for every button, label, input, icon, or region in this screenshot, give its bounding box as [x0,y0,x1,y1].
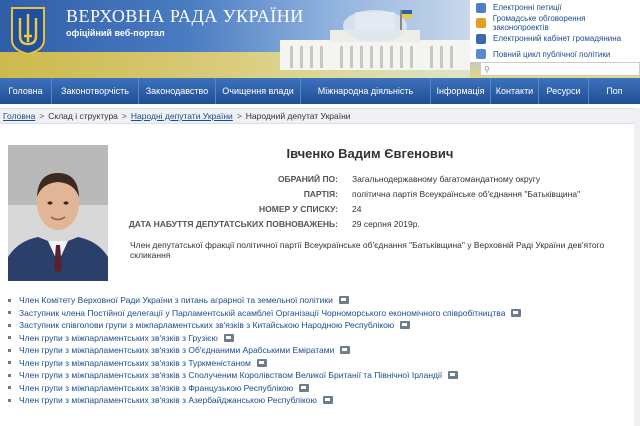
breadcrumb-home[interactable]: Головна [3,111,36,121]
breadcrumb-separator: > [121,111,127,121]
external-link-icon[interactable] [400,321,410,329]
list-item[interactable]: Член Комітету Верховної Ради України з питань аграрної та земельної політики [8,294,628,307]
info-value: Загальнодержавному багатомандатному округу [352,173,541,184]
parliament-building-image [270,6,480,74]
external-link-icon[interactable] [299,384,309,392]
list-item[interactable]: Член групи з міжпарламентських зв'язків з Азербайджанською Республікою [8,394,628,407]
info-row-party [120,186,620,201]
nav-item-lustration[interactable]: Очищення влади [216,78,301,104]
breadcrumb-separator: > [39,111,45,121]
breadcrumb-deputies[interactable]: Народні депутати України [130,111,233,121]
breadcrumb-current: Народний депутат України [245,111,351,121]
breadcrumb-separator: > [236,111,242,121]
key-icon [476,34,486,44]
bullet-icon [8,386,11,389]
quick-link-policy-cycle[interactable]: Повний цикл публічної політики [470,47,640,63]
external-link-icon[interactable] [257,359,267,367]
info-label: ОБРАНИЙ ПО: [277,173,338,184]
info-row-list-number [120,201,620,216]
bullet-icon [8,361,11,364]
nav-item-contacts[interactable]: Контакти [491,78,539,104]
bullet-icon [8,349,11,352]
mail-icon [476,3,486,13]
nav-item-information[interactable]: Інформація [431,78,491,104]
chat-icon [476,18,486,28]
info-row-elected [120,171,620,186]
list-item[interactable]: Член групи з міжпарламентських зв'язків з Грузією [8,332,628,345]
external-link-icon[interactable] [448,371,458,379]
bullet-icon [8,299,11,302]
main-nav [0,78,640,104]
search-icon[interactable]: ⚲ [484,65,490,74]
deputy-info-table [120,171,620,231]
info-row-mandate-date [120,216,620,231]
bullet-icon [8,399,11,402]
list-item[interactable]: Заступник члена Постійної делегації у Парламентській асамблеї Організації Чорноморського економічного співробітництва [8,307,628,320]
list-item[interactable]: Заступник співголови групи з міжпарламентських зв'язків з Китайською Народною Республікою [8,319,628,332]
list-item[interactable]: Член групи з міжпарламентських зв'язків з Об'єднаними Арабськими Еміратами [8,344,628,357]
info-label: НОМЕР У СПИСКУ: [259,203,338,214]
breadcrumb-section: Склад і структура [48,111,118,121]
bullet-icon [8,311,11,314]
search-input[interactable] [481,63,639,75]
breadcrumb [0,108,640,124]
quick-link-public-discussion[interactable]: Громадське обговорення законопроектів [470,16,640,32]
nav-item-legislation[interactable]: Законодавство [139,78,216,104]
site-subtitle: офіційний веб-портал [66,28,165,38]
external-link-icon[interactable] [323,396,333,404]
trident-emblem-icon[interactable] [10,6,46,56]
quick-link-citizen-cabinet[interactable]: Електронний кабінет громадянина [470,31,640,47]
nav-item-home[interactable]: Головна [0,78,52,104]
search-box [480,62,640,76]
page-scrollbar[interactable] [634,108,640,426]
site-title[interactable]: ВЕРХОВНА РАДА УКРАЇНИ [66,6,304,26]
list-item[interactable]: Член групи з міжпарламентських зв'язків з Сполученим Королівством Великої Британії та Північної Ірландії [8,369,628,382]
deputy-photo [8,145,108,281]
nav-item-resources[interactable]: Ресурси [539,78,589,104]
nav-item-lawmaking[interactable]: Законотворчість [52,78,139,104]
quick-link-petitions[interactable]: Електронні петиції [470,0,640,16]
roles-list [8,294,628,407]
external-link-icon[interactable] [339,296,349,304]
info-label: ПАРТІЯ: [303,188,338,199]
bullet-icon [8,324,11,327]
info-value: 29 серпня 2019р. [352,218,420,229]
nav-item-more[interactable]: Поп [606,86,623,96]
info-value: політична партія Всеукраїнське об'єднання "Батьківщина" [352,188,581,199]
quick-links [470,0,640,62]
external-link-icon[interactable] [224,334,234,342]
nav-item-international[interactable]: Міжнародна діяльність [301,78,431,104]
list-item[interactable]: Член групи з міжпарламентських зв'язків з Туркменістаном [8,357,628,370]
deputy-name: Івченко Вадим Євгенович [286,146,454,161]
faction-membership: Член депутатської фракції політичної партії Всеукраїнське об'єднання "Батьківщина" у Верховній Раді України дев'ятого скликання [130,240,605,260]
bullet-icon [8,374,11,377]
bullet-icon [8,336,11,339]
document-icon [476,49,486,59]
info-value: 24 [352,203,362,214]
list-item[interactable]: Член групи з міжпарламентських зв'язків з Французькою Республікою [8,382,628,395]
info-label: ДАТА НАБУТТЯ ДЕПУТАТСЬКИХ ПОВНОВАЖЕНЬ: [128,218,338,229]
external-link-icon[interactable] [511,309,521,317]
external-link-icon[interactable] [340,346,350,354]
